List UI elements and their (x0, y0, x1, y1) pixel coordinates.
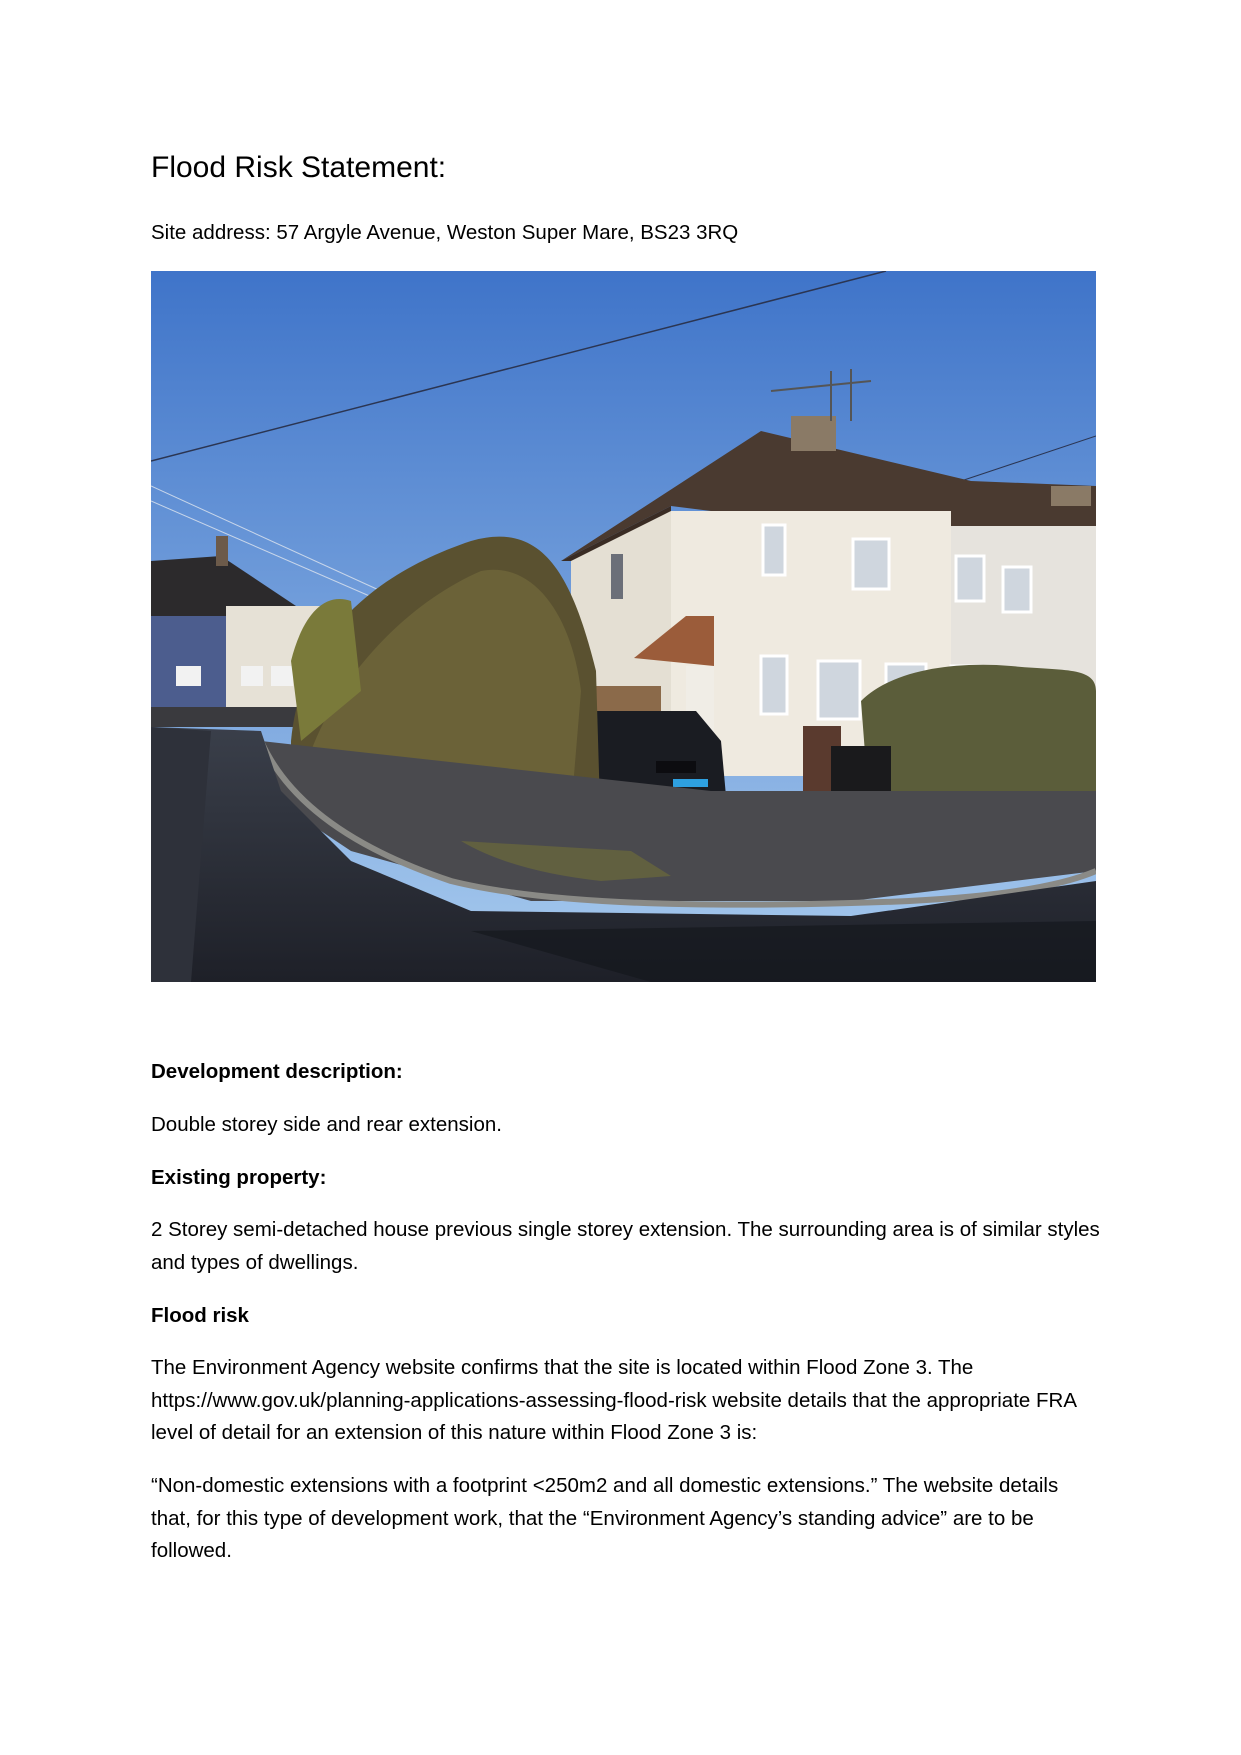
section-heading-flood-risk: Flood risk (151, 1304, 249, 1327)
document-title: Flood Risk Statement: (151, 151, 447, 184)
section-heading-development: Development description: (151, 1060, 403, 1083)
section-heading-existing-property: Existing property: (151, 1166, 327, 1189)
site-address: Site address: 57 Argyle Avenue, Weston Super Mare, BS23 3RQ (151, 221, 739, 244)
flood-risk-paragraph-1: The Environment Agency website confirms that the site is located within Flood Zone 3. The https://www.gov.uk/planning-applications-assessing-flood-risk website details that the appropriate FRA level of detail for an extension of this nature within Flood Zone 3 is: (151, 1356, 1076, 1444)
flood-risk-paragraph-2: “Non-domestic extensions with a footprint <250m2 and all domestic extensions.” The website details that, for this type of development work, that the “Environment Agency’s standing advice” are to be followed. (151, 1474, 1059, 1562)
development-description-text: Double storey side and rear extension. (151, 1113, 502, 1136)
site-photo (151, 271, 1096, 982)
existing-property-text: 2 Storey semi-detached house previous single storey extension. The surrounding area is of similar styles and types of dwellings. (151, 1218, 1100, 1274)
